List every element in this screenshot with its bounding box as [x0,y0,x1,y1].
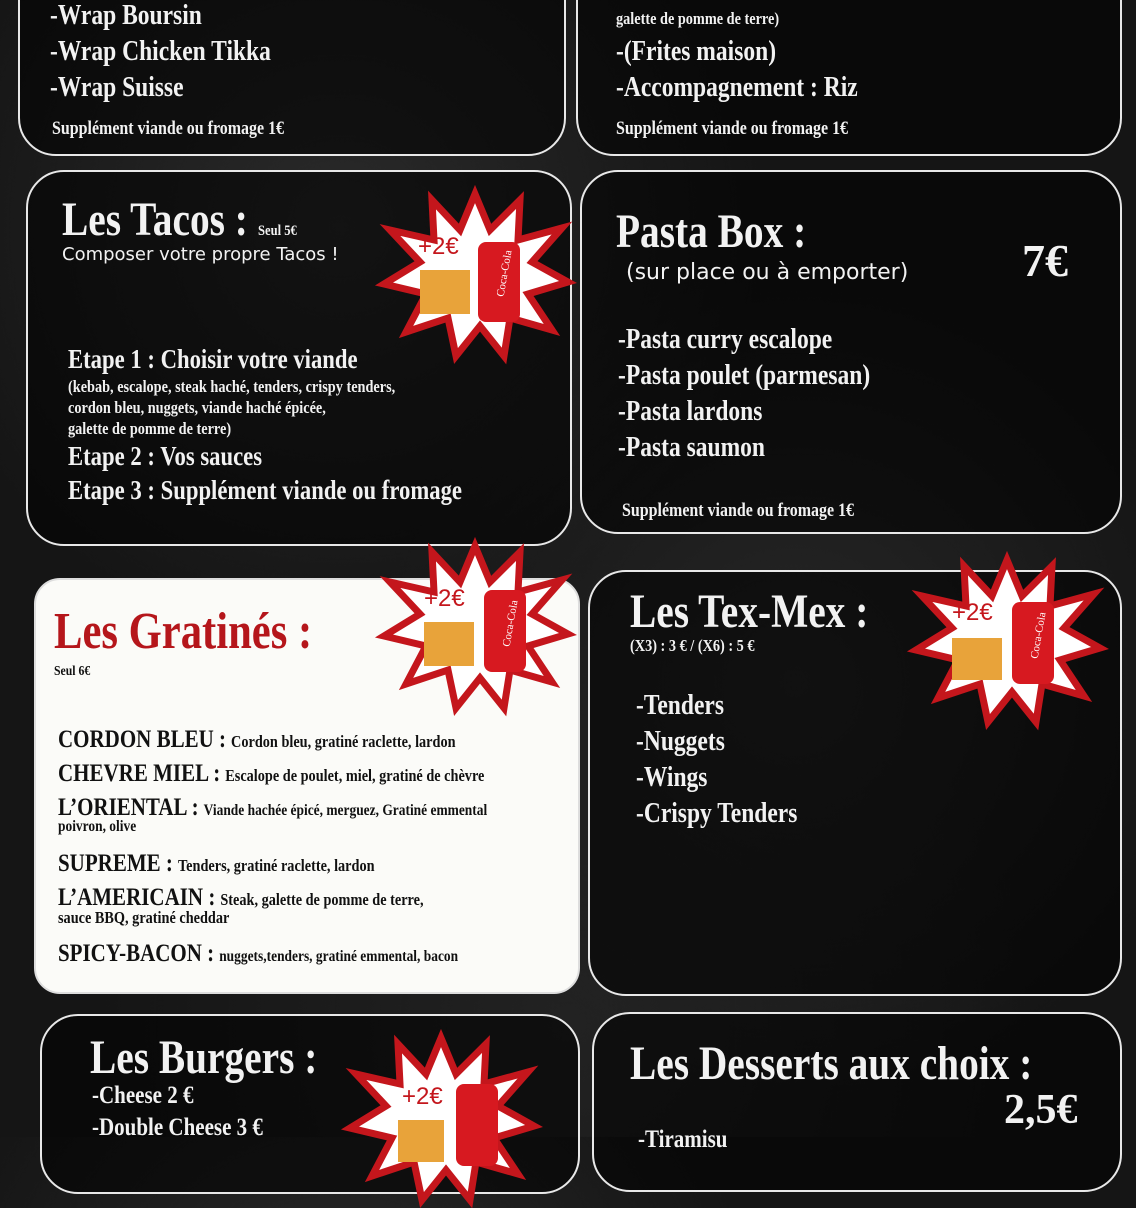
gratine-row [58,794,578,850]
desserts-panel [592,1012,1122,1192]
gratine-desc: Escalope de poulet, miel, gratiné de chèvre [225,766,485,785]
svg-text:Coca-Cola: Coca-Cola [494,249,515,298]
sides-detail: galette de pomme de terre) [616,9,780,28]
fries-icon [398,1120,444,1162]
starburst-icon [380,190,570,360]
svg-text:+2€: +2€ [418,233,459,260]
pasta-item: -Pasta saumon [618,432,766,463]
tacos-step-1-detail: galette de pomme de terre) [68,419,232,438]
fries-icon [424,622,474,666]
pasta-item: -Pasta poulet (parmesan) [618,360,871,391]
gratine-desc: Tenders, gratiné raclette, lardon [177,856,375,875]
gratine-desc-2: sauce BBQ, gratiné cheddar [58,908,230,927]
tacos-step-1-detail: (kebab, escalope, steak haché, tenders, crispy tenders, [68,377,396,396]
burger-item: -Cheese 2 € [92,1082,194,1109]
gratine-desc: Steak, galette de pomme de terre, [220,890,424,909]
burgers-title: Les Burgers : [90,1031,318,1084]
gratine-row [58,760,578,794]
tacos-step-3: Etape 3 : Supplément viande ou fromage [68,475,462,505]
starburst-icon [380,542,570,712]
gratine-row [58,726,578,760]
gratine-name: SUPREME : [58,850,173,877]
gratine-desc: nuggets,tenders, gratiné emmental, bacon [219,948,459,965]
gratine-name: L’ORIENTAL : [58,794,199,821]
promo-burst-tacos [380,190,570,360]
texmex-item: -Crispy Tenders [636,798,798,829]
starburst-icon [346,1034,536,1204]
wrap-item: -Wrap Suisse [50,72,184,103]
texmex-title: Les Tex-Mex : [630,585,869,638]
gratines-title: Les Gratinés : [54,603,313,660]
pasta-title: Pasta Box : [616,205,807,258]
fries-icon [420,270,470,314]
wrap-item: -Wrap Chicken Tikka [50,36,271,67]
desserts-title: Les Desserts aux choix : [630,1037,1033,1090]
svg-text:Coca-Cola: Coca-Cola [1028,611,1049,660]
svg-text:Coca-Cola: Coca-Cola [500,599,521,648]
gratine-row [58,884,578,940]
tacos-step-1-detail: cordon bleu, nuggets, viande haché épicée, [68,398,326,417]
sides-panel [576,0,1122,156]
gratine-name: SPICY-BACON : [58,940,215,967]
tacos-step-2: Etape 2 : Vos sauces [68,441,263,471]
pasta-item: -Pasta lardons [618,396,763,427]
tacos-title: Les Tacos : [62,193,248,246]
tacos-subtitle: Composer votre propre Tacos ! [62,244,339,265]
promo-burst-texmex [912,556,1102,726]
pasta-panel [580,170,1122,534]
gratine-name: CHEVRE MIEL : [58,760,221,787]
gratine-row [58,940,578,974]
texmex-item: -Nuggets [636,726,725,757]
wraps-panel [18,0,566,156]
soda-can-icon [456,1084,498,1166]
burger-item: -Double Cheese 3 € [92,1114,263,1141]
gratine-name: CORDON BLEU : [58,726,227,753]
wraps-supplement: Supplément viande ou fromage 1€ [52,118,285,139]
sides-supplement: Supplément viande ou fromage 1€ [616,118,849,139]
gratine-desc: Cordon bleu, gratiné raclette, lardon [231,732,456,751]
gratine-name: L’AMERICAIN : [58,884,216,911]
svg-text:+2€: +2€ [424,585,465,612]
pasta-supplement: Supplément viande ou fromage 1€ [622,500,855,521]
pasta-subtitle: (sur place ou à emporter) [626,260,909,285]
gratine-desc-2: poivron, olive [58,818,137,835]
fries-icon [952,638,1002,680]
pasta-item: -Pasta curry escalope [618,324,833,355]
gratine-desc: Viande hachée épicé, merguez, Gratiné emmental [203,802,488,819]
sides-item: -(Frites maison) [616,36,777,67]
texmex-item: -Tenders [636,690,725,721]
texmex-price-note: (X3) : 3 € / (X6) : 5 € [630,636,755,655]
starburst-icon [912,556,1102,726]
promo-burst-gratines [380,542,570,712]
tacos-step-1: Etape 1 : Choisir votre viande [68,344,358,374]
gratines-price-note: Seul 6€ [54,664,91,679]
wrap-item: -Wrap Boursin [50,0,202,31]
tacos-price-note: Seul 5€ [257,223,297,239]
svg-text:+2€: +2€ [402,1083,443,1110]
svg-text:+2€: +2€ [952,599,993,626]
gratine-row [58,850,578,884]
pasta-price: 7€ [1022,235,1068,286]
sides-item: -Accompagnement : Riz [616,72,858,103]
promo-burst-burgers [346,1034,536,1204]
dessert-item: -Tiramisu [638,1126,728,1153]
desserts-price: 2,5€ [1004,1087,1078,1133]
texmex-item: -Wings [636,762,708,793]
